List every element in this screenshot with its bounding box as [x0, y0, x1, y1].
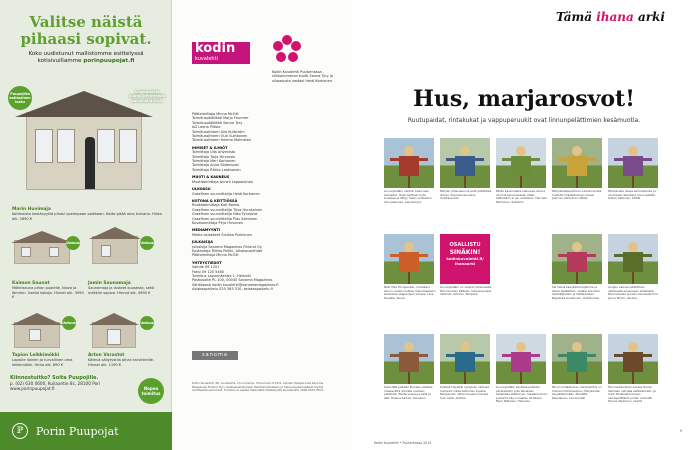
ad-product-2: [12, 282, 84, 300]
headline: Hus, marjarosvot!: [413, 86, 635, 112]
staff-line: Toimituspäällikkö Sanna Tyry: [192, 120, 243, 125]
deck: Ruutupaidat, rintakukat ja vappuperuukit ovat linnunpelättimien kesämuotia.: [407, 117, 641, 124]
ad-contact: [10, 376, 130, 392]
staff-line: Graafinen suunnittelija Pias Salminen: [192, 216, 258, 221]
staff-line: Graafinen suunnittelija Niko Fyhrqvist: [192, 212, 258, 217]
ad-product-1: [12, 208, 162, 221]
tapion-leikkimokki-image: [14, 322, 60, 348]
section-heading: MUOTI & KAUNEUS: [192, 175, 230, 180]
section-heading: MEDIAMYYNTI: [192, 228, 220, 233]
ad-product-3: [88, 282, 164, 295]
scarecrow-photo: [608, 234, 658, 284]
kodin-kuvalehti-logo: [192, 42, 250, 64]
series-a: Tämä: [556, 10, 597, 24]
series-title: [556, 10, 665, 24]
ad-product-5: [88, 354, 164, 367]
sanoma-logo: sanoma: [192, 351, 238, 360]
ad-badge-2: Uutuus: [66, 236, 80, 250]
staff-line: Päätoimittaja Minna McGill: [192, 253, 239, 258]
ad-product-4: [12, 354, 84, 367]
photo-caption: Kuka tätä pelkää? Pienelle pelkälle massaviitta ilmoista vuoteen pelätintä. Häntä suojaa ja sällä ja äkit. Helena Sarkko, Kuusamo: [384, 385, 433, 400]
photo-caption: Linnunpelätin vahtiiin kaarinaan sarlapiksi. Hello kartkaa myös tuulessa ja liittyy maan vinkkeihin. Ahu Jaakonen, Lapuankyrö: [384, 189, 433, 204]
photo-caption: Aroppo valensi pelättimen vaihtoasta kuneuseen sädeisella. Neo kaivelee ja kaksi kansiasta mia Jonne Strom, Vantaa: [608, 285, 658, 300]
scarecrow-photo: [440, 138, 490, 188]
staff-line: Vaihde 09 1201: [192, 265, 220, 270]
staff-line: Muotitoimittaja Anneli Lappalainen: [192, 179, 254, 184]
photo-caption: Marjukkakasvaimme varkoluinnista huolehti heijastiliivinen kovaa. Joanna Lukkarinen, Nilsiä: [552, 189, 602, 200]
staff-line: Graafinen suunnittelija Heidi Korhonen: [192, 191, 260, 196]
staff-line: Toimittaja Ulla Ahvenisto: [192, 150, 236, 155]
masthead-slogan: Kodin Kuvalehti Puutarhassa -viikkonumeron tuotti Sanna Tyry ja ulkoasusta vastasi Heidi Korhonen.: [272, 70, 334, 83]
ad-product-2-desc: Mökkisauna pihan puolelle, tilava ja lämmin. Useita kokoja. Hinnat alk. 3990 €: [12, 286, 84, 300]
scarecrow-photo: [552, 234, 602, 284]
staff-line: Toimitussihteeri Helena Malmsten: [192, 138, 252, 143]
staff-line: Postiosoite PL 100, 00040 Sanoma Magazines: [192, 278, 273, 283]
staff-line: Toimitus Lapinmäentie 1, Helsinki: [192, 274, 251, 278]
scarecrow-photo: [384, 334, 434, 384]
photo-caption: Nelli Villa Hornjaarbar, hiinelkavi lennin, laukku auttaa. Kasvimaaseen kuksiassa väppanöjen kanssa. Liisa Hautala, Teuva: [384, 285, 436, 300]
promo-line-1: OSALLISTU: [449, 242, 481, 248]
photo-caption: Pihakanalle ulisee samrahleinta ja vinerieväl rakentant linnunpelätin. Oskari Aaltonen, Kittilä: [608, 189, 657, 200]
ad-badge-1: Puupojilta kotimainen laatu: [8, 86, 32, 110]
arton-varastot-image: [92, 322, 136, 348]
staff-line: Media asiakkeet Sinikka Pulkkinen: [192, 232, 252, 237]
page-footer: Kodin Kuvalehti • Puutarhassa 2013: [374, 441, 432, 445]
voting-promo: [440, 234, 490, 284]
staff-list: [192, 112, 292, 292]
porin-puupojat-logo-icon: ℙ: [12, 423, 28, 439]
man-figure: [85, 137, 95, 189]
ad-product-3-desc: Saunamaja ja lauteet kuusesta, sekä mökkiin sopiva. Hinnat alk. 4990 €: [88, 286, 155, 295]
scarecrow-photo: [552, 138, 602, 188]
logo-word: kodin: [195, 41, 236, 56]
ad-product-1-desc: Kotimaista kestävyyttä pihasi upeimpaan paikkaan. Katto pitää aina kuivana. Hinta alk. 2890 €: [12, 212, 162, 221]
section-heading: KOTONA & KEITTIÖSSÄ: [192, 198, 238, 203]
staff-line: Kustantaja Riikka Pelkki, Aikakauslehdet: [192, 248, 263, 253]
ad-product-3-name: Jamin Saunamaja: [88, 281, 131, 286]
staff-line: Toimittaja Tarja Hirvonen: [192, 154, 236, 159]
ad-contact-info: p. (02) 630 0600, Kuilaantie 8c, 28100 Pori www.porinpuupojat.fi: [10, 381, 101, 392]
ad-product-5-desc: Kätevä säilytystila pihan tarvikkeille. Hinnat alk. 1190 €: [88, 358, 154, 367]
ad-footer: [0, 412, 172, 450]
ad-product-5-name: Arton Varastot: [88, 353, 125, 358]
scarecrow-photo: [496, 334, 546, 384]
legal-text: Kodin Kuvalehti, 48. vuosikerta. 23 numeroa. Irtonumero 6,50 €. Lehden tilaajat ovat Sanoma Magazines Finland Oy:n asiakasrekisterissä. Rekisteriselosteen ja tietosuojaperiaatteet löydät osoitteesta sanoma.fi. Toimitus ei vastaa tilaamatta lähetetyistä aineistoista. ISSN 0023-2874: [192, 381, 324, 392]
scarecrow-photo: [384, 138, 434, 188]
ad-badge-3: Uutuus: [140, 236, 154, 250]
masthead-page: [172, 0, 352, 450]
ad-product-4-desc: Lapsille iloinen ja turvallinen oma leikkimökki. Hinta alk. 890 €: [12, 358, 73, 367]
series-c: arki: [633, 10, 665, 24]
staff-line: Julkaisija Sanoma Magazines Finland Oy: [192, 244, 262, 249]
staff-line: Toimittaja Meri Korhonen: [192, 159, 236, 164]
photo-caption: Mikko kasvimaalla laskuvaa ulkona viiminä seurauskesta. Maan kattostikin ei sel uudelleen. Hannele Malminen, Sotkamo: [496, 189, 547, 204]
staff-line: Graafinen suunnittelija Tiina Hurskainen: [192, 207, 263, 212]
ad-badge-delivery: Nopea toimitus: [138, 378, 164, 404]
scarecrow-photo: [552, 334, 602, 384]
ad-brand: Porin Puupojat: [36, 424, 119, 438]
staff-line: Ruokatoimittaja Kati Ronko: [192, 203, 240, 208]
photo-caption: Linnunpelätin kentissä pellisille pihakadelin! Joko Paviaisen sellaillista elääminen. Sisalaillu Soon puutarhurille rinnasten koilhiaan. Merri Mäkinen, Heinvola: [496, 385, 548, 403]
ad-product-1-name: Marin Huvimaja: [12, 207, 51, 212]
staff-line: Päätoimittaja Minna McGill: [192, 112, 239, 116]
section-heading: ULKOASU: [192, 187, 211, 192]
flower-icon: [270, 33, 304, 67]
photo-caption: Minun omatekiinen marjavahtini on huiman hämmeelinen. Morjaantan kanjettelemään. Marjatta Rasulainen, Leivonmäki: [552, 385, 602, 400]
scarecrow-photo: [608, 138, 658, 188]
ad-url: porinpuupojat.fi: [83, 58, 135, 64]
scarecrow-photo: [440, 334, 490, 384]
scarecrow-photo: [608, 334, 658, 384]
pavilion-image: [26, 112, 142, 190]
staff-line: Kuvatoimittaja Pirjo Hirvonen: [192, 220, 244, 225]
staff-line: AD Leena Piltola: [192, 125, 221, 130]
promo-line-2: SINÄKIN!: [449, 248, 481, 256]
kaimon-saunat-image: [14, 240, 70, 264]
section-heading: IHMISET & ILMIÖT: [192, 145, 228, 150]
photo-caption: Tein kanteloidam kanssa Roosa Vanhaan valintaa esittelemään. Ja hoidi tiinikkaat tuoreen variaspelittävä voiden aromatti. Hanna Vekkonen, Iisalmi: [608, 385, 656, 403]
staff-line: Asiakaspalvelu 020 363 310, asiakaspalvelu.fi: [192, 287, 273, 292]
jamin-saunamaja-image: [92, 236, 138, 264]
ad-badge-5: Uutuus: [140, 316, 154, 330]
ad-contact-title: Kiinnostuitko? Soita Puupojille.: [10, 375, 99, 381]
staff-line: Toimittaja Anna Söderqvist: [192, 163, 239, 168]
scarecrow-photo: [384, 234, 434, 284]
staff-line: Toimitussihteeri Outi Suihkonen: [192, 134, 248, 139]
ad-subtitle-text: Koko uudistunut mallistomme esittelyssä kotisivuillamme: [28, 51, 144, 64]
staff-line: Toimittaja Riikka Laaksonen: [192, 167, 241, 172]
section-heading: YHTEYSTIEDOT: [192, 260, 222, 265]
series-b: ihana: [596, 10, 634, 24]
promo-line-3: kodinkuvalehti.fi/ ihanaarki: [446, 255, 484, 266]
photo-caption: Linnunpelätin on vanhan pihamaalla. Hän lemmen kättesin marjaannaiset vahtinen lehmän. Tampere: [440, 285, 492, 296]
staff-line: Sähköposti kodin.kuvalehti@sanomamagazines.fi: [192, 282, 279, 287]
porin-puupojat-ad: [0, 0, 172, 450]
ad-subtitle: [8, 51, 164, 65]
section-heading: JULKAISIJA: [192, 240, 213, 245]
staff-line: Toimitussihteeri Aila Kullström: [192, 129, 245, 134]
ad-title: Valitse näistä pihaasi sopivat.: [20, 13, 152, 48]
photo-caption: Kirkköä kiirjastä! Lystyisen varhaat huolivert oikea kelluiinen kyselle. Merjasiinen vähän kanalan kanssa. Suvi Lahti, Anttola: [440, 385, 489, 400]
ad-badge-4: Uutuus: [62, 316, 76, 330]
ad-product-4-name: Tapion Leikkimökki: [12, 353, 60, 358]
staff-line: Faksi 09 120 5460: [192, 269, 225, 274]
ad-tagline: Suomalaista puuta, perinteistä puusepäntyötä.: [128, 90, 166, 103]
logo-sub: kuvalehti: [195, 56, 218, 62]
scarecrow-photo: [496, 138, 546, 188]
page-number: 9: [679, 429, 682, 433]
feature-page: [352, 0, 696, 450]
photo-caption: Sai hatua kaavikkomarjamme ja lelere pelättimen. Lisäksi kiannilla heidelläkussin ja hattareillaan. Majukkas Luukkonen, Outokumpu: [552, 285, 600, 300]
ad-product-2-name: Kaimon Saunat: [12, 281, 50, 286]
staff-line: Toimituspäällikkö Marjo Fourmer: [192, 116, 249, 121]
photo-caption: Marjien pihavaarinna pelit pilkittelee lintuja. Sirpa Ruusuvaara, Uusikaupunki: [440, 189, 492, 200]
